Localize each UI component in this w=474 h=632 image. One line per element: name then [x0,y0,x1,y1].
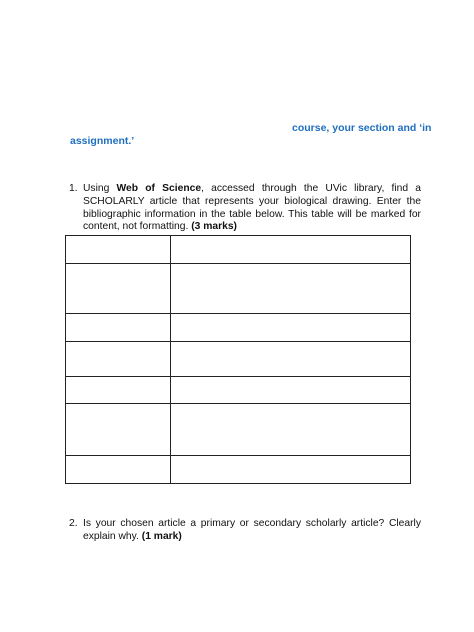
table-value-cell[interactable] [171,264,411,314]
table-label-cell[interactable] [66,264,171,314]
table-row [66,264,411,314]
table-value-cell[interactable] [171,456,411,484]
question-1-body: , accessed through the UVic library, find a SCHOLARLY article that represents your biological drawing. Enter the bibliographic information in the table below. This table will be marked for content, not formatting. [83,183,422,233]
table-label-cell[interactable] [66,314,171,342]
table-label-cell[interactable] [66,456,171,484]
question-1-number: 1. [69,183,78,194]
table-label-cell[interactable] [66,377,171,404]
table-value-cell[interactable] [171,236,411,264]
table-value-cell[interactable] [171,314,411,342]
table-row [66,314,411,342]
bibliographic-info-table [65,235,411,484]
table-label-cell[interactable] [66,404,171,456]
question-2 [69,518,421,544]
table-row [66,456,411,484]
table-label-cell[interactable] [66,342,171,377]
table-value-cell[interactable] [171,342,411,377]
table-row [66,236,411,264]
table-row [66,377,411,404]
question-1-marks: (3 marks) [191,221,237,233]
question-2-body: Is your chosen article a primary or secondary scholarly article? Clearly explain why. [83,518,421,542]
question-2-number: 2. [69,518,78,529]
table-value-cell[interactable] [171,377,411,404]
table-value-cell[interactable] [171,404,411,456]
instruction-header-line-1: course, your section and ‘in [292,122,432,134]
question-2-text [83,518,421,544]
table-label-cell[interactable] [66,236,171,264]
table-row [66,404,411,456]
table-row [66,342,411,377]
question-2-marks: (1 mark) [141,530,182,542]
question-1-text [83,183,421,234]
question-1-bold-term: Web of Science [116,183,202,194]
instruction-header-line-2: assignment.’ [70,135,135,147]
question-1-intro: Using [83,183,117,194]
question-1 [69,183,421,234]
